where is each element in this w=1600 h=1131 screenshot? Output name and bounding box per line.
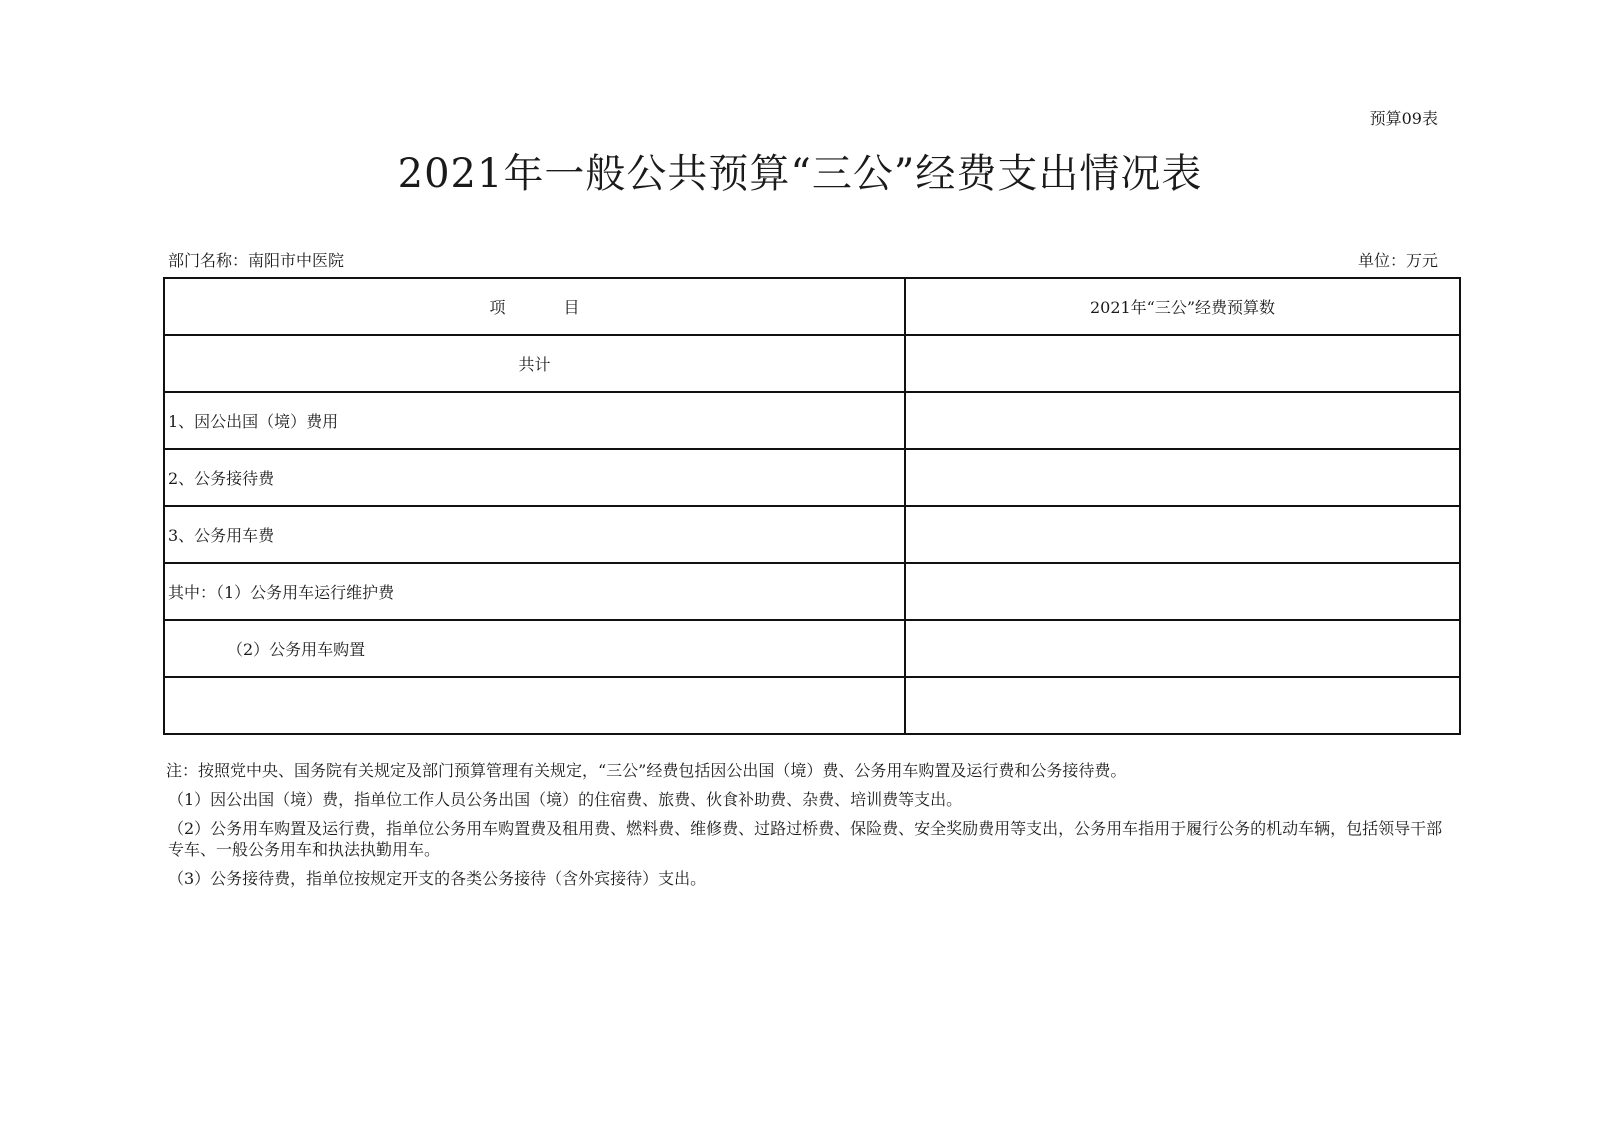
row-label: 其中：（1）公务用车运行维护费 <box>164 563 905 620</box>
table-row <box>164 677 1460 734</box>
header-item-a: 项 <box>489 298 506 317</box>
row-value <box>905 335 1460 392</box>
department-label: 部门名称：南阳市中医院 <box>168 251 345 270</box>
row-value <box>905 506 1460 563</box>
note-item: （1）因公出国（境）费，指单位工作人员公务出国（境）的住宿费、旅费、伙食补助费、杂费、培训费等支出。 <box>168 790 963 809</box>
row-label <box>164 677 905 734</box>
table-row <box>164 335 1460 392</box>
row-value <box>905 449 1460 506</box>
form-number: 预算09表 <box>1369 109 1438 128</box>
row-label: 2、公务接待费 <box>164 449 905 506</box>
unit-label: 单位：万元 <box>1357 251 1438 270</box>
page-title: 2021年一般公共预算“三公”经费支出情况表 <box>397 151 1203 197</box>
header-item <box>164 278 905 335</box>
row-value <box>905 392 1460 449</box>
row-label: 1、因公出国（境）费用 <box>164 392 905 449</box>
table-row <box>164 449 1460 506</box>
table-row <box>164 392 1460 449</box>
note-item: （2）公务用车购置及运行费，指单位公务用车购置费及租用费、燃料费、维修费、过路过桥费、保险费、安全奖励费用等支出，公务用车指用于履行公务的机动车辆，包括领导干部专车、一般公务用车和执法执勤用车。 <box>168 819 1443 859</box>
notes <box>166 760 1456 897</box>
table-header-row <box>164 278 1460 335</box>
budget-table <box>163 277 1461 735</box>
header-value: 2021年“三公”经费预算数 <box>905 278 1460 335</box>
header-item-b: 目 <box>563 298 580 317</box>
row-label: （2）公务用车购置 <box>164 620 905 677</box>
row-label: 3、公务用车费 <box>164 506 905 563</box>
row-value <box>905 563 1460 620</box>
row-value <box>905 677 1460 734</box>
row-label: 共计 <box>164 335 905 392</box>
note-item: （3）公务接待费，指单位按规定开支的各类公务接待（含外宾接待）支出。 <box>168 869 707 888</box>
table-row <box>164 620 1460 677</box>
row-value <box>905 620 1460 677</box>
table-row <box>164 563 1460 620</box>
note-main: 注：按照党中央、国务院有关规定及部门预算管理有关规定，“三公”经费包括因公出国（境）费、公务用车购置及运行费和公务接待费。 <box>166 761 1127 780</box>
table-row <box>164 506 1460 563</box>
